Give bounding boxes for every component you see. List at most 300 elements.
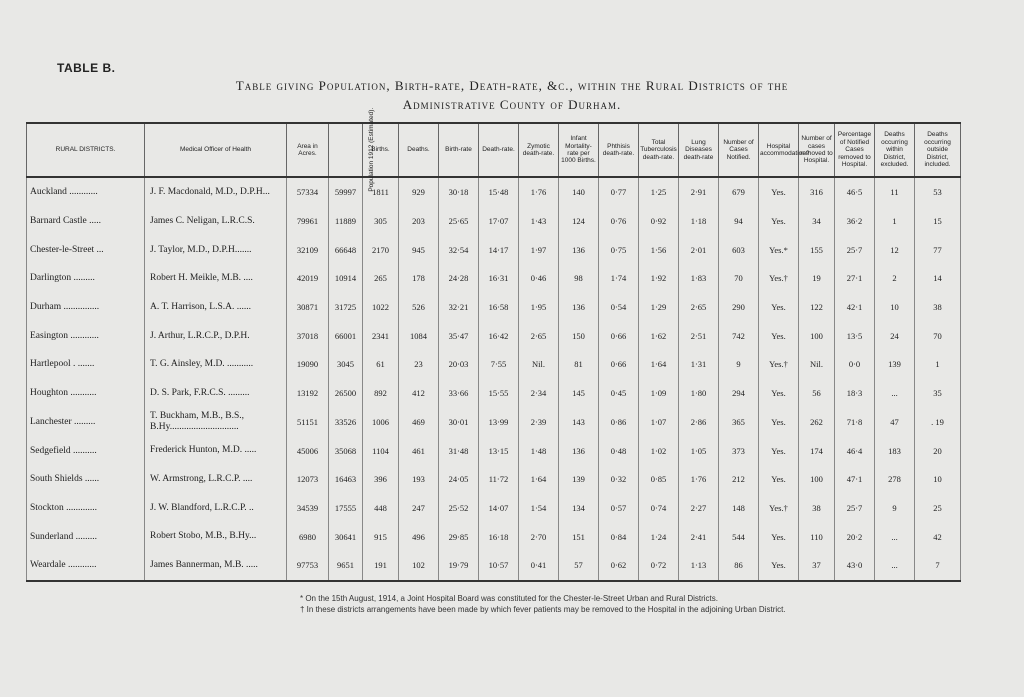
- table-cell: 14·17: [479, 235, 519, 264]
- table-cell: 16463: [329, 465, 363, 494]
- table-cell: 13·5: [835, 321, 875, 350]
- table-cell: . 19: [915, 408, 961, 437]
- table-cell: 29·85: [439, 522, 479, 551]
- table-cell: Yes.: [759, 465, 799, 494]
- table-cell: 278: [875, 465, 915, 494]
- table-cell: 148: [719, 494, 759, 523]
- table-cell: 30·01: [439, 408, 479, 437]
- table-cell: 0·66: [599, 350, 639, 379]
- table-cell: 17555: [329, 494, 363, 523]
- table-cell: 290: [719, 293, 759, 322]
- table-cell: 10914: [329, 264, 363, 293]
- table-cell: 1·54: [519, 494, 559, 523]
- table-cell: 77: [915, 235, 961, 264]
- column-header: Number of Cases Notified.: [719, 123, 759, 177]
- table-cell: 31725: [329, 293, 363, 322]
- table-cell: 139: [875, 350, 915, 379]
- table-cell: 461: [399, 436, 439, 465]
- district-cell: Sedgefield ..........: [27, 436, 145, 465]
- table-cell: 0·62: [599, 551, 639, 581]
- table-cell: 212: [719, 465, 759, 494]
- table-cell: 14: [915, 264, 961, 293]
- table-cell: 38: [915, 293, 961, 322]
- table-cell: 24·05: [439, 465, 479, 494]
- table-cell: 86: [719, 551, 759, 581]
- table-cell: 183: [875, 436, 915, 465]
- table-cell: 7: [915, 551, 961, 581]
- column-header: Births.: [363, 123, 399, 177]
- table-cell: 13·99: [479, 408, 519, 437]
- table-cell: 0·72: [639, 551, 679, 581]
- table-cell: 1: [915, 350, 961, 379]
- table-cell: 25·52: [439, 494, 479, 523]
- officer-cell: James C. Neligan, L.R.C.S.: [145, 207, 287, 236]
- district-cell: Hartlepool . .......: [27, 350, 145, 379]
- table-cell: 15: [915, 207, 961, 236]
- table-cell: 193: [399, 465, 439, 494]
- table-cell: 13·15: [479, 436, 519, 465]
- table-cell: 6980: [287, 522, 329, 551]
- table-cell: 18·3: [835, 379, 875, 408]
- column-header: Medical Officer of Health: [145, 123, 287, 177]
- table-cell: 1·25: [639, 177, 679, 207]
- table-cell: 97753: [287, 551, 329, 581]
- table-cell: 9651: [329, 551, 363, 581]
- table-cell: Yes.: [759, 551, 799, 581]
- table-cell: 9: [875, 494, 915, 523]
- table-cell: 42: [915, 522, 961, 551]
- table-cell: 30871: [287, 293, 329, 322]
- table-cell: 1006: [363, 408, 399, 437]
- table-cell: 139: [559, 465, 599, 494]
- district-cell: Durham ...............: [27, 293, 145, 322]
- table-cell: 14·07: [479, 494, 519, 523]
- table-cell: 0·92: [639, 207, 679, 236]
- table-cell: 100: [799, 465, 835, 494]
- table-cell: Yes.*: [759, 235, 799, 264]
- officer-cell: J. W. Blandford, L.R.C.P. ..: [145, 494, 287, 523]
- table-cell: 2·39: [519, 408, 559, 437]
- table-cell: 2·27: [679, 494, 719, 523]
- table-cell: 25·65: [439, 207, 479, 236]
- table-cell: 10·57: [479, 551, 519, 581]
- table-cell: 16·58: [479, 293, 519, 322]
- table-cell: 178: [399, 264, 439, 293]
- table-cell: 16·18: [479, 522, 519, 551]
- table-cell: 11889: [329, 207, 363, 236]
- table-cell: 98: [559, 264, 599, 293]
- officer-cell: James Bannerman, M.B. .....: [145, 551, 287, 581]
- table-cell: 1·76: [519, 177, 559, 207]
- table-cell: 1·76: [679, 465, 719, 494]
- district-cell: Weardale ............: [27, 551, 145, 581]
- table-cell: 1·97: [519, 235, 559, 264]
- table-cell: 1·56: [639, 235, 679, 264]
- table-cell: 26500: [329, 379, 363, 408]
- table-cell: 1·92: [639, 264, 679, 293]
- officer-cell: J. Arthur, L.R.C.P., D.P.H.: [145, 321, 287, 350]
- table-cell: 12: [875, 235, 915, 264]
- table-cell: 2·65: [519, 321, 559, 350]
- table-cell: 151: [559, 522, 599, 551]
- table-cell: 46·4: [835, 436, 875, 465]
- table-cell: Yes.: [759, 522, 799, 551]
- district-cell: Lanchester .........: [27, 408, 145, 437]
- table-cell: 53: [915, 177, 961, 207]
- table-cell: 32·54: [439, 235, 479, 264]
- table-cell: 0·57: [599, 494, 639, 523]
- table-cell: 316: [799, 177, 835, 207]
- table-cell: 143: [559, 408, 599, 437]
- table-cell: 16·31: [479, 264, 519, 293]
- table-cell: Yes.: [759, 321, 799, 350]
- table-cell: 1·74: [599, 264, 639, 293]
- table-cell: 2·01: [679, 235, 719, 264]
- table-cell: 2341: [363, 321, 399, 350]
- officer-cell: A. T. Harrison, L.S.A. ......: [145, 293, 287, 322]
- table-cell: 20·2: [835, 522, 875, 551]
- column-header: Zymotic death-rate.: [519, 123, 559, 177]
- table-cell: 0·85: [639, 465, 679, 494]
- officer-cell: T. Buckham, M.B., B.S., B.Hy.............................: [145, 408, 287, 437]
- table-cell: 2·65: [679, 293, 719, 322]
- table-cell: 0·77: [599, 177, 639, 207]
- column-header: Lung Diseases death-rate: [679, 123, 719, 177]
- footnote-star: * On the 15th August, 1914, a Joint Hospital Board was constituted for the Chester-le-Street Urban and Rural Districts.: [300, 594, 718, 603]
- column-header: Death-rate.: [479, 123, 519, 177]
- column-header: Area in Acres.: [287, 123, 329, 177]
- footnotes: [300, 593, 786, 615]
- table-cell: 31·48: [439, 436, 479, 465]
- table-cell: 10: [915, 465, 961, 494]
- table-cell: 2·34: [519, 379, 559, 408]
- table-cell: 66001: [329, 321, 363, 350]
- table-cell: 34: [799, 207, 835, 236]
- table-cell: 0·0: [835, 350, 875, 379]
- table-cell: 1·48: [519, 436, 559, 465]
- table-cell: 1·13: [679, 551, 719, 581]
- table-cell: 203: [399, 207, 439, 236]
- table-cell: Nil.: [519, 350, 559, 379]
- table-cell: 892: [363, 379, 399, 408]
- table-cell: 247: [399, 494, 439, 523]
- table-cell: 2·86: [679, 408, 719, 437]
- table-cell: 2170: [363, 235, 399, 264]
- table-cell: ...: [875, 379, 915, 408]
- table-cell: 110: [799, 522, 835, 551]
- column-header-label: Population 1912 (Estimated).: [368, 108, 376, 192]
- table-row: [27, 350, 961, 379]
- table-cell: 17·07: [479, 207, 519, 236]
- table-cell: 33526: [329, 408, 363, 437]
- table-cell: 0·41: [519, 551, 559, 581]
- table-cell: 1084: [399, 321, 439, 350]
- table-cell: 66648: [329, 235, 363, 264]
- column-header: Total Tuberculosis death-rate.: [639, 123, 679, 177]
- table-cell: 12073: [287, 465, 329, 494]
- table-cell: 0·74: [639, 494, 679, 523]
- table-cell: 2: [875, 264, 915, 293]
- table-row: [27, 522, 961, 551]
- table-cell: 36·2: [835, 207, 875, 236]
- table-row: [27, 494, 961, 523]
- table-cell: 7·55: [479, 350, 519, 379]
- district-cell: Darlington .........: [27, 264, 145, 293]
- district-cell: Barnard Castle .....: [27, 207, 145, 236]
- table-cell: 365: [719, 408, 759, 437]
- column-header: Phthisis death-rate.: [599, 123, 639, 177]
- table-cell: 0·76: [599, 207, 639, 236]
- table-cell: 19090: [287, 350, 329, 379]
- table-cell: 35·47: [439, 321, 479, 350]
- table-cell: 2·70: [519, 522, 559, 551]
- table-row: [27, 235, 961, 264]
- table-cell: ...: [875, 551, 915, 581]
- table-cell: 24: [875, 321, 915, 350]
- table-cell: 42019: [287, 264, 329, 293]
- table-cell: 1·05: [679, 436, 719, 465]
- table-cell: 32109: [287, 235, 329, 264]
- column-header: Infant Mortality-rate per 1000 Births.: [559, 123, 599, 177]
- table-cell: 544: [719, 522, 759, 551]
- table-cell: 448: [363, 494, 399, 523]
- table-cell: 15·48: [479, 177, 519, 207]
- table-body: [27, 177, 961, 581]
- table-cell: 59997: [329, 177, 363, 207]
- table-cell: 43·0: [835, 551, 875, 581]
- table-cell: 57334: [287, 177, 329, 207]
- table-cell: Yes.†: [759, 350, 799, 379]
- table-cell: Yes.: [759, 177, 799, 207]
- table-cell: 469: [399, 408, 439, 437]
- table-cell: 25: [915, 494, 961, 523]
- table-cell: 70: [719, 264, 759, 293]
- table-cell: 1·64: [519, 465, 559, 494]
- table-cell: 13192: [287, 379, 329, 408]
- table-header-row: [27, 123, 961, 177]
- rural-districts-table: [26, 108, 961, 582]
- table-cell: 1022: [363, 293, 399, 322]
- table-cell: Yes.: [759, 207, 799, 236]
- officer-cell: D. S. Park, F.R.C.S. .........: [145, 379, 287, 408]
- table-cell: 0·84: [599, 522, 639, 551]
- column-header: RURAL DISTRICTS.: [27, 123, 145, 177]
- table-cell: 71·8: [835, 408, 875, 437]
- column-header: Deaths.: [399, 123, 439, 177]
- table-cell: 15·55: [479, 379, 519, 408]
- table-cell: 150: [559, 321, 599, 350]
- table-cell: 100: [799, 321, 835, 350]
- table-row: [27, 177, 961, 207]
- table-cell: 11: [875, 177, 915, 207]
- table-cell: 0·32: [599, 465, 639, 494]
- table-cell: 2·91: [679, 177, 719, 207]
- table-cell: 122: [799, 293, 835, 322]
- table-cell: Yes.: [759, 436, 799, 465]
- table-cell: 1·43: [519, 207, 559, 236]
- table-cell: 0·75: [599, 235, 639, 264]
- table-cell: 134: [559, 494, 599, 523]
- table-cell: 1·62: [639, 321, 679, 350]
- column-header: Number of cases removed to Hospital.: [799, 123, 835, 177]
- column-header: Birth-rate: [439, 123, 479, 177]
- table-cell: 47: [875, 408, 915, 437]
- column-header: [329, 108, 376, 192]
- table-cell: 1·31: [679, 350, 719, 379]
- table-cell: 0·54: [599, 293, 639, 322]
- table-row: [27, 408, 961, 437]
- column-header: Hospital accommodation?: [759, 123, 799, 177]
- table-row: [27, 321, 961, 350]
- district-cell: Chester-le-Street ...: [27, 235, 145, 264]
- officer-cell: Robert Stobo, M.B., B.Hy...: [145, 522, 287, 551]
- table-cell: 0·86: [599, 408, 639, 437]
- table-cell: 305: [363, 207, 399, 236]
- table-cell: 136: [559, 235, 599, 264]
- table-cell: 35: [915, 379, 961, 408]
- table-cell: 1·09: [639, 379, 679, 408]
- table-cell: 174: [799, 436, 835, 465]
- table-cell: Nil.: [799, 350, 835, 379]
- table-cell: 34539: [287, 494, 329, 523]
- table-cell: 145: [559, 379, 599, 408]
- footnote-dagger: † In these districts arrangements have been made by which fever patients may be removed to the Hospital in the adjoining Urban District.: [300, 605, 786, 614]
- table-cell: 1·24: [639, 522, 679, 551]
- table-cell: 1·95: [519, 293, 559, 322]
- table-cell: 0·48: [599, 436, 639, 465]
- table-row: [27, 379, 961, 408]
- district-cell: Sunderland .........: [27, 522, 145, 551]
- table-cell: 56: [799, 379, 835, 408]
- table-cell: 603: [719, 235, 759, 264]
- table-cell: 2·41: [679, 522, 719, 551]
- table-cell: 742: [719, 321, 759, 350]
- table-cell: 37: [799, 551, 835, 581]
- table-cell: 25·7: [835, 494, 875, 523]
- table-cell: 70: [915, 321, 961, 350]
- table-cell: 136: [559, 436, 599, 465]
- table-cell: Yes.†: [759, 494, 799, 523]
- table-cell: 3045: [329, 350, 363, 379]
- table-cell: 1·07: [639, 408, 679, 437]
- table-cell: 679: [719, 177, 759, 207]
- column-header: Deaths occurring outside District, included.: [915, 123, 961, 177]
- table-cell: 294: [719, 379, 759, 408]
- table-cell: 1·80: [679, 379, 719, 408]
- officer-cell: J. Taylor, M.D., D.P.H.......: [145, 235, 287, 264]
- table-cell: 1811: [363, 177, 399, 207]
- table-cell: 945: [399, 235, 439, 264]
- table-cell: 1104: [363, 436, 399, 465]
- table-row: [27, 264, 961, 293]
- table-cell: 915: [363, 522, 399, 551]
- table-cell: 124: [559, 207, 599, 236]
- column-header: Deaths occurring within District, excluded.: [875, 123, 915, 177]
- table-cell: 11·72: [479, 465, 519, 494]
- table-cell: 32·21: [439, 293, 479, 322]
- table-cell: 396: [363, 465, 399, 494]
- table-cell: 45006: [287, 436, 329, 465]
- table-cell: ...: [875, 522, 915, 551]
- table-cell: 155: [799, 235, 835, 264]
- table-cell: Yes.: [759, 379, 799, 408]
- table-cell: 30641: [329, 522, 363, 551]
- table-cell: 37018: [287, 321, 329, 350]
- table-cell: 10: [875, 293, 915, 322]
- table-cell: 2·51: [679, 321, 719, 350]
- table-cell: 57: [559, 551, 599, 581]
- table-cell: 496: [399, 522, 439, 551]
- table-cell: 19: [799, 264, 835, 293]
- table-cell: 79961: [287, 207, 329, 236]
- table-label: TABLE B.: [57, 61, 116, 75]
- table-cell: 35068: [329, 436, 363, 465]
- table-cell: 0·45: [599, 379, 639, 408]
- district-cell: Easington ............: [27, 321, 145, 350]
- column-header: Percentage of Notified Cases removed to Hospital.: [835, 123, 875, 177]
- table-cell: 30·18: [439, 177, 479, 207]
- table-cell: 33·66: [439, 379, 479, 408]
- table-cell: 262: [799, 408, 835, 437]
- table-cell: 929: [399, 177, 439, 207]
- table-cell: 24·28: [439, 264, 479, 293]
- officer-cell: W. Armstrong, L.R.C.P. ....: [145, 465, 287, 494]
- officer-cell: Frederick Hunton, M.D. .....: [145, 436, 287, 465]
- title-line-2: Administrative County of Durham.: [402, 97, 622, 112]
- district-cell: South Shields ......: [27, 465, 145, 494]
- table-cell: 9: [719, 350, 759, 379]
- table-cell: 1·64: [639, 350, 679, 379]
- table-cell: 1·02: [639, 436, 679, 465]
- table-cell: 102: [399, 551, 439, 581]
- table-cell: 0·66: [599, 321, 639, 350]
- table-cell: 373: [719, 436, 759, 465]
- title-line-1: Table giving Population, Birth-rate, Death-rate, &c., within the Rural Districts of the: [235, 78, 789, 93]
- table-row: [27, 465, 961, 494]
- district-cell: Stockton .............: [27, 494, 145, 523]
- table-cell: 140: [559, 177, 599, 207]
- table-cell: 19·79: [439, 551, 479, 581]
- table-cell: 412: [399, 379, 439, 408]
- district-cell: Houghton ...........: [27, 379, 145, 408]
- table-cell: 1: [875, 207, 915, 236]
- table-cell: 81: [559, 350, 599, 379]
- table-cell: 191: [363, 551, 399, 581]
- table-cell: 1·29: [639, 293, 679, 322]
- table-cell: 20: [915, 436, 961, 465]
- table-cell: 94: [719, 207, 759, 236]
- officer-cell: J. F. Macdonald, M.D., D.P.H...: [145, 177, 287, 207]
- table-cell: 526: [399, 293, 439, 322]
- table-row: [27, 551, 961, 581]
- table-cell: 25·7: [835, 235, 875, 264]
- table-cell: 38: [799, 494, 835, 523]
- table-cell: 42·1: [835, 293, 875, 322]
- table-row: [27, 436, 961, 465]
- table-cell: 20·03: [439, 350, 479, 379]
- table-cell: 27·1: [835, 264, 875, 293]
- table-row: [27, 207, 961, 236]
- table-cell: 1·83: [679, 264, 719, 293]
- table-row: [27, 293, 961, 322]
- table-cell: 51151: [287, 408, 329, 437]
- table-cell: 265: [363, 264, 399, 293]
- table-cell: Yes.: [759, 408, 799, 437]
- table-cell: 46·5: [835, 177, 875, 207]
- table-cell: 0·46: [519, 264, 559, 293]
- table-cell: 23: [399, 350, 439, 379]
- table-cell: 1·18: [679, 207, 719, 236]
